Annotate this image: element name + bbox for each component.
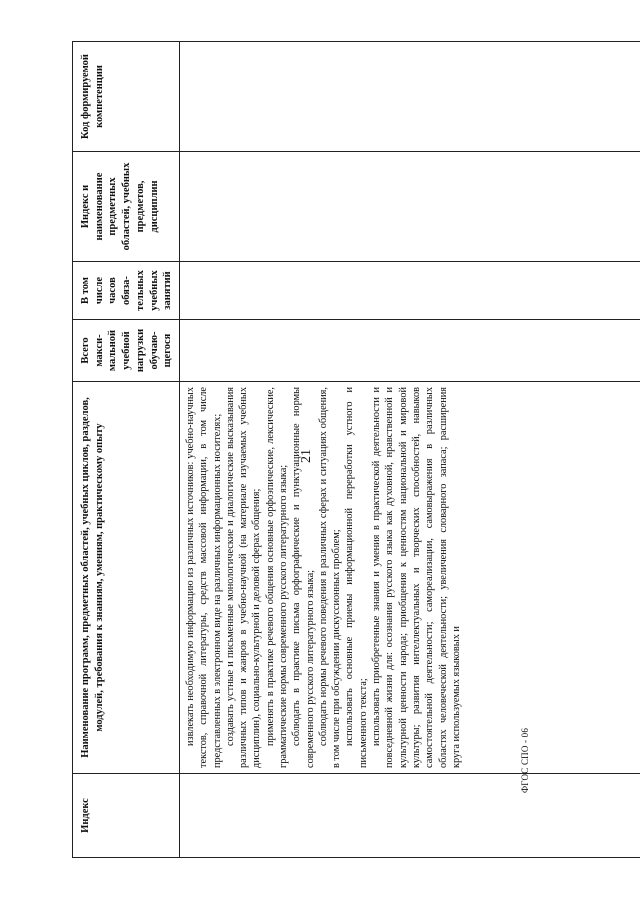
requirement-paragraph: применять в практике речевого общения основные орфоэпические, лексические, грамматические нормы современного русского литературного языка;	[264, 387, 289, 768]
header-subjects: Индекс и наименование предметных областей, учебных предметов, дисциплин	[73, 152, 180, 262]
header-mandatory-hours: В том числе часов обяза-тельных учебных занятий	[73, 262, 180, 320]
header-competence: Код формируемой компетенции	[73, 42, 180, 152]
page-number: 21	[299, 449, 314, 463]
cell-max-load	[179, 320, 640, 382]
curriculum-table	[72, 41, 640, 858]
requirement-paragraph: извлекать необходимую информацию из различных источников: учебно-научных текстов, справочной литературы, средств массовой информации, в том числе представленных в электронном виде на различных информационных носителях;	[184, 387, 223, 768]
requirement-paragraph: создавать устные и письменные монологические и диалогические высказывания различных типов и жанров в учебно-научной (на материале изучаемых учебных дисциплин), социально-культурной и деловой сферах общения;	[224, 387, 263, 768]
cell-index	[179, 774, 640, 858]
header-name: Наименование программ, предметных областей, учебных циклов, разделов, модулей, требования к знаниям, умениям, практическому опыту	[73, 382, 180, 774]
requirement-paragraph: соблюдать в практике письма орфографические и пунктуационные нормы современного русского литературного языка;	[291, 387, 316, 768]
cell-subjects	[179, 152, 640, 262]
cell-requirements	[179, 382, 640, 774]
table-body-row	[179, 42, 640, 858]
requirement-paragraph: использовать основные приемы информационной переработки устного и письменного текста;	[344, 387, 369, 768]
header-index: Индекс	[73, 774, 180, 858]
cell-mandatory-hours	[179, 262, 640, 320]
table-header-row	[73, 42, 180, 858]
cell-competence	[179, 42, 640, 152]
footer-standard-code: ФГОС СПО - 06	[520, 727, 530, 793]
header-max-load: Всего макси-мальной учебной нагрузки обучаю-щегося	[73, 320, 180, 382]
requirement-paragraph: использовать приобретенные знания и умения в практической деятельности и повседневной жизни для: осознания русского языка как духовной, нравственной и культурной ценности народа; приобщения к ценностям национальной и мировой культуры; развития интеллектуальных и творческих способностей, навыков самостоятельной деятельности; самореализации, самовыражения в различных областях человеческой деятельности; увеличения словарного запаса; расширения круга используемых языковых и	[371, 387, 462, 768]
requirement-paragraph: соблюдать нормы речевого поведения в различных сферах и ситуациях общения, в том числе при обсуждении дискуссионных проблем;	[317, 387, 343, 768]
